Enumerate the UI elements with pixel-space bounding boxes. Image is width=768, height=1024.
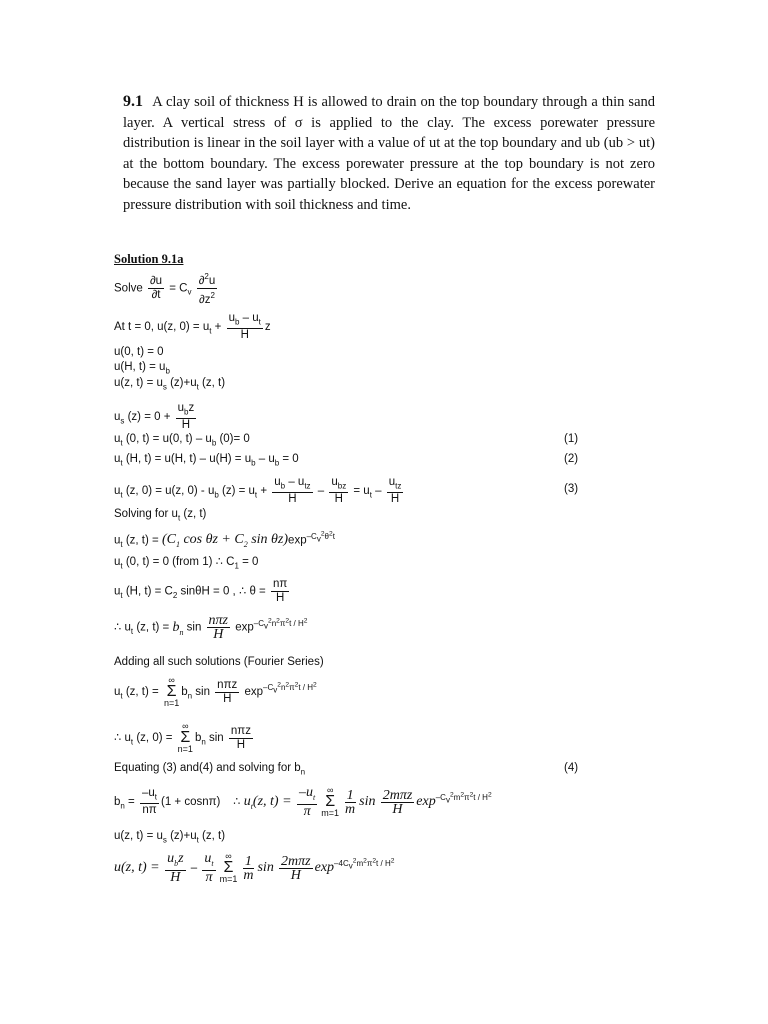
solution-title: Solution 9.1a xyxy=(114,252,184,266)
equation-split: u(z, $t) = u_s$ $(z)+u_t$ (z, t) xyxy=(114,377,226,392)
boundary-condition-1: u(0, t) = 0 xyxy=(114,346,164,358)
solve-label: Solve xyxy=(114,282,143,295)
equation-general-solution: $u_t$ (z, $t) = (C_1$ $\cos \theta z + C_2$ $\sin \theta z)\exp^{-Cv^2\theta^2t}$ xyxy=(114,530,335,550)
solving-for-label: Solving for $u_t$ (z, t) xyxy=(114,508,207,523)
equation-c1: $u_t$ (0, t) = 0 (from 1) ∴ $C_1 = 0$ xyxy=(114,556,259,571)
adding-label: Adding all such solutions (Fourier Series) xyxy=(114,656,324,668)
equation-fourier-initial: ∴ $u_t$ (z, 0) = ∞ Σ n=1 $b_n$ sin $\frac{\text{nπz}}{H}$ xyxy=(114,721,251,754)
equation-initial: At t = 0, u(z, $0) = u_t$ + $\frac{u_b - u_t}{H}$ z xyxy=(114,312,271,342)
equation-label-4: (4) xyxy=(564,762,579,774)
equation-label-1: (1) xyxy=(564,433,579,445)
equation-final-split: u(z, $t) = u_s$ $(z)+u_t$ (z, t) xyxy=(114,830,226,845)
equation-2: $u_t$ (H, t) = u(H, $t) - u(H) = u_b - u_b = 0$ xyxy=(114,453,299,468)
equation-bn: $b_n$ = $\frac{-u_t}{n\pi}$ (1 + cosnπ) ∴ $u_t(z$, t) = $\frac{-u_t}{\pi}$ ∞ Σ m=1 $\frac{1}{m}$ sin $\frac{\text{2mπz}}{H}$ $\exp^{-Cv^2m^2\pi^2t / H^2}$ xyxy=(114,785,492,819)
problem-number: 9.1 xyxy=(123,93,143,110)
problem-statement xyxy=(123,92,655,215)
equation-steady: $u_s$ (z) = 0 + $\frac{u_bz}{H}$ xyxy=(114,402,195,432)
equation-3: $u_t$ (z, 0) = u(z, $0) - u_b$ $(z) = u_t$ + $\frac{u_b - u_{tz}}{H}$ – $\frac{u_{bz}}{H}$ = $u_t$ – $\frac{u_{tz}}{H}$ xyxy=(114,476,402,506)
equating-label: Equating (3) and(4) and solving for $b_n$ xyxy=(114,762,306,777)
boundary-condition-2: u(H, $t) = u_b$ xyxy=(114,361,170,376)
equation-label-3: (3) xyxy=(564,483,579,495)
equation-c2: $u_t$ (H, $t) = C_2$ sinθH = 0 , ∴ θ = $\frac{n\pi}{H}$ xyxy=(114,578,288,604)
equation-fourier-series: $u_t$ (z, t) = ∞ Σ n=1 $b_n$ sin $\frac{\text{nπz}}{H}$ $\exp^{-Cv^2n^2\pi^2t / H^2}$ xyxy=(114,675,317,708)
equation-pde: Solve $\frac{\partial u}{\partial t}$ = $C_v$ $\frac{\partial^2u}{\partial z^2}$ xyxy=(114,272,216,306)
equation-single-term: ∴ $u_t$ (z, $t) = b_n$ sin $\frac{\text{nπz}}{H}$ $\exp^{-Cv^2n^2\pi^2t / H^2}$ xyxy=(114,613,308,642)
problem-text: A clay soil of thickness H is allowed to drain on the top boundary through a thin sand layer. A vertical stress of σ is applied to the clay. The excess porewater pressure distribution is linear in the soil layer with a value of ut at the top boundary and ub (ub > ut) at the bottom boundary. The excess porewater pressure at the top boundary is not zero because the sand layer was partially blocked. Derive an equation for the excess porewater pressure distribution with soil thickness and time. xyxy=(123,94,655,213)
equation-label-2: (2) xyxy=(564,453,579,465)
equation-final: u(z, t) = $\frac{u_bz}{H}$ – $\frac{u_t}{\pi}$ ∞ Σ m=1 $\frac{1}{m}$ sin $\frac{\text{2mπz}}{H}$ $\exp^{-4Cv^2m^2\pi^2t / H^2}$ xyxy=(114,851,395,885)
equation-1: $u_t$ (0, t) = u(0, $t) - u_b$ (0)= 0 xyxy=(114,433,250,448)
